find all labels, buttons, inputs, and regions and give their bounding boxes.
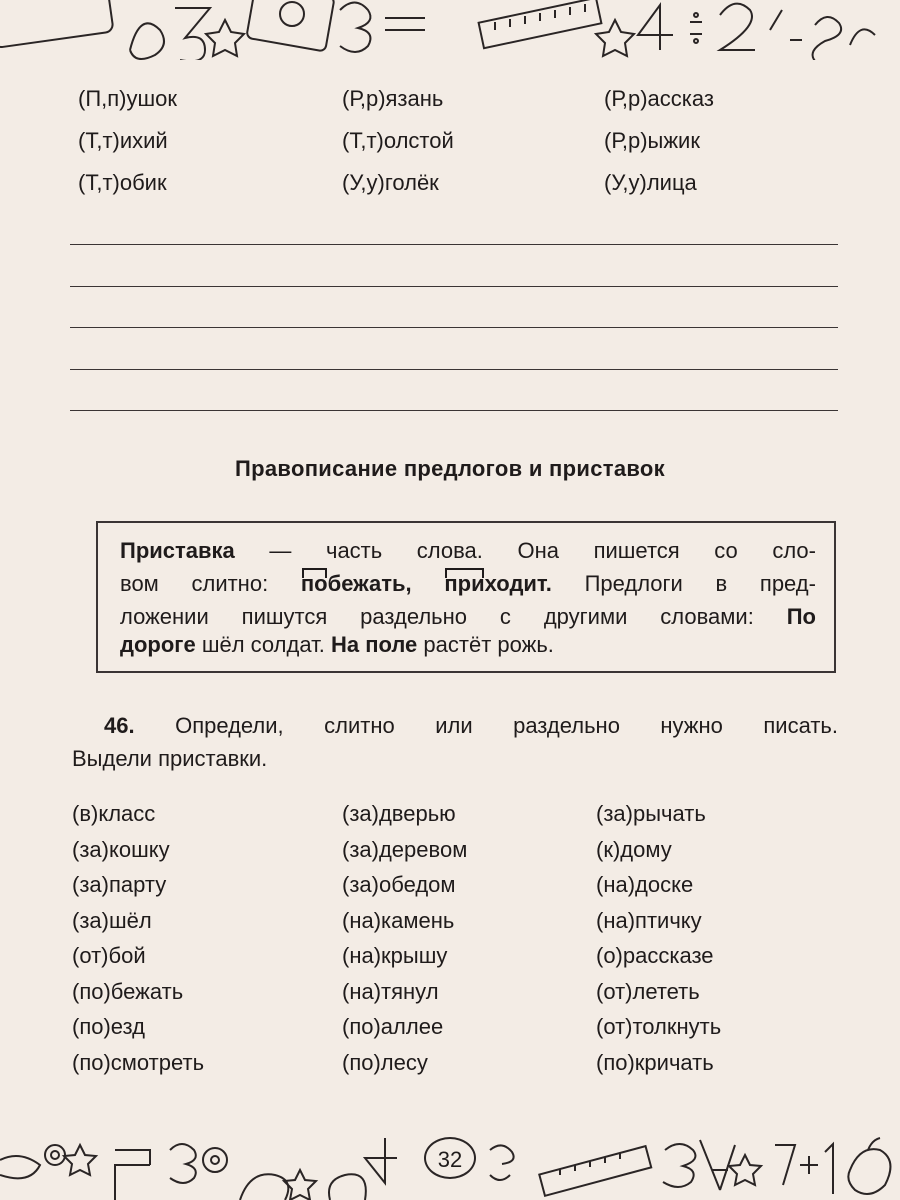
exercise-word: (по)бежать — [72, 978, 184, 1004]
word-item: (У,у)лица — [604, 170, 697, 195]
exercise-word: (за)парту — [72, 872, 167, 897]
exercise-word: (по)кричать — [596, 1049, 714, 1075]
task-instruction-line-1 — [104, 708, 838, 744]
writing-line — [70, 410, 838, 411]
exercise-word: (к)дому — [596, 836, 672, 862]
example-word-rest: бежать, — [327, 571, 412, 596]
exercise-word: (на)птичку — [596, 907, 702, 933]
rule-example-bold: По — [786, 604, 816, 629]
rule-line-4 — [120, 627, 816, 663]
rule-example-bold: На поле — [330, 632, 418, 657]
word-item: (Р,р)ассказ — [604, 86, 714, 111]
exercise-word: (за)дверью — [342, 801, 456, 826]
rule-line-1 — [120, 533, 816, 569]
writing-line — [70, 369, 838, 370]
prefix-mark: при — [444, 566, 484, 602]
word-item: (У,у)голёк — [342, 170, 439, 195]
decorative-border-top — [0, 0, 900, 60]
exercise-word: (по)аллее — [342, 1014, 444, 1039]
exercise-word: (на)крышу — [342, 943, 448, 968]
rule-term: Приставка — [120, 538, 235, 563]
exercise-word: (за)деревом — [342, 836, 468, 862]
section-title: Правописание предлогов и приставок — [235, 456, 665, 481]
writing-line — [70, 286, 838, 287]
word-item: (Т,т)олстой — [342, 128, 454, 153]
exercise-word: (в)класс — [72, 801, 156, 826]
exercise-word: (от)бой — [72, 943, 146, 968]
top-word-list — [78, 78, 818, 204]
rule-text: растёт рожь. — [423, 632, 554, 657]
word-item: (Т,т)обик — [78, 170, 167, 195]
rule-line-2 — [120, 566, 816, 602]
exercise-word: (на)камень — [342, 907, 455, 933]
word-item: (Т,т)ихий — [78, 128, 168, 153]
example-word-rest: ходит. — [484, 571, 552, 596]
exercise-word: (о)рассказе — [596, 943, 714, 968]
exercise-word: (за)кошку — [72, 836, 170, 862]
exercise-word: (на)доске — [596, 872, 694, 897]
writing-line — [70, 327, 838, 328]
task-number: 46. — [104, 713, 135, 738]
exercise-word: (за)обедом — [342, 872, 456, 897]
task-instruction-line-2 — [72, 741, 840, 777]
task-text: Определи, слитно или раздельно нужно писать. — [175, 713, 838, 738]
exercise-word: (на)тянул — [342, 978, 439, 1004]
rule-text: ложении пишутся раздельно с другими словами: — [120, 604, 754, 629]
writing-line — [70, 244, 838, 245]
word-item: (П,п)ушок — [78, 86, 177, 111]
rule-example-bold: дороге — [120, 632, 196, 657]
exercise-word: (за)рычать — [596, 801, 706, 826]
rule-text: вом слитно: — [120, 571, 269, 596]
rule-text: — часть слова. Она пишется со сло- — [269, 538, 816, 563]
exercise-word: (от)толкнуть — [596, 1014, 722, 1039]
rule-text: шёл солдат. — [201, 632, 325, 657]
exercise-word: (по)езд — [72, 1014, 145, 1039]
word-item: (Р,р)язань — [342, 86, 444, 111]
exercise-word-list — [72, 796, 772, 1080]
word-item: (Р,р)ыжик — [604, 128, 700, 153]
exercise-word: (по)лесу — [342, 1049, 428, 1075]
rule-text: Предлоги в пред- — [584, 571, 816, 596]
exercise-word: (от)лететь — [596, 978, 700, 1004]
page-number: 32 — [424, 1137, 476, 1179]
exercise-word: (за)шёл — [72, 907, 152, 933]
prefix-mark: по — [301, 566, 328, 602]
task-text: Выдели приставки. — [72, 746, 268, 771]
exercise-word: (по)смотреть — [72, 1049, 205, 1075]
